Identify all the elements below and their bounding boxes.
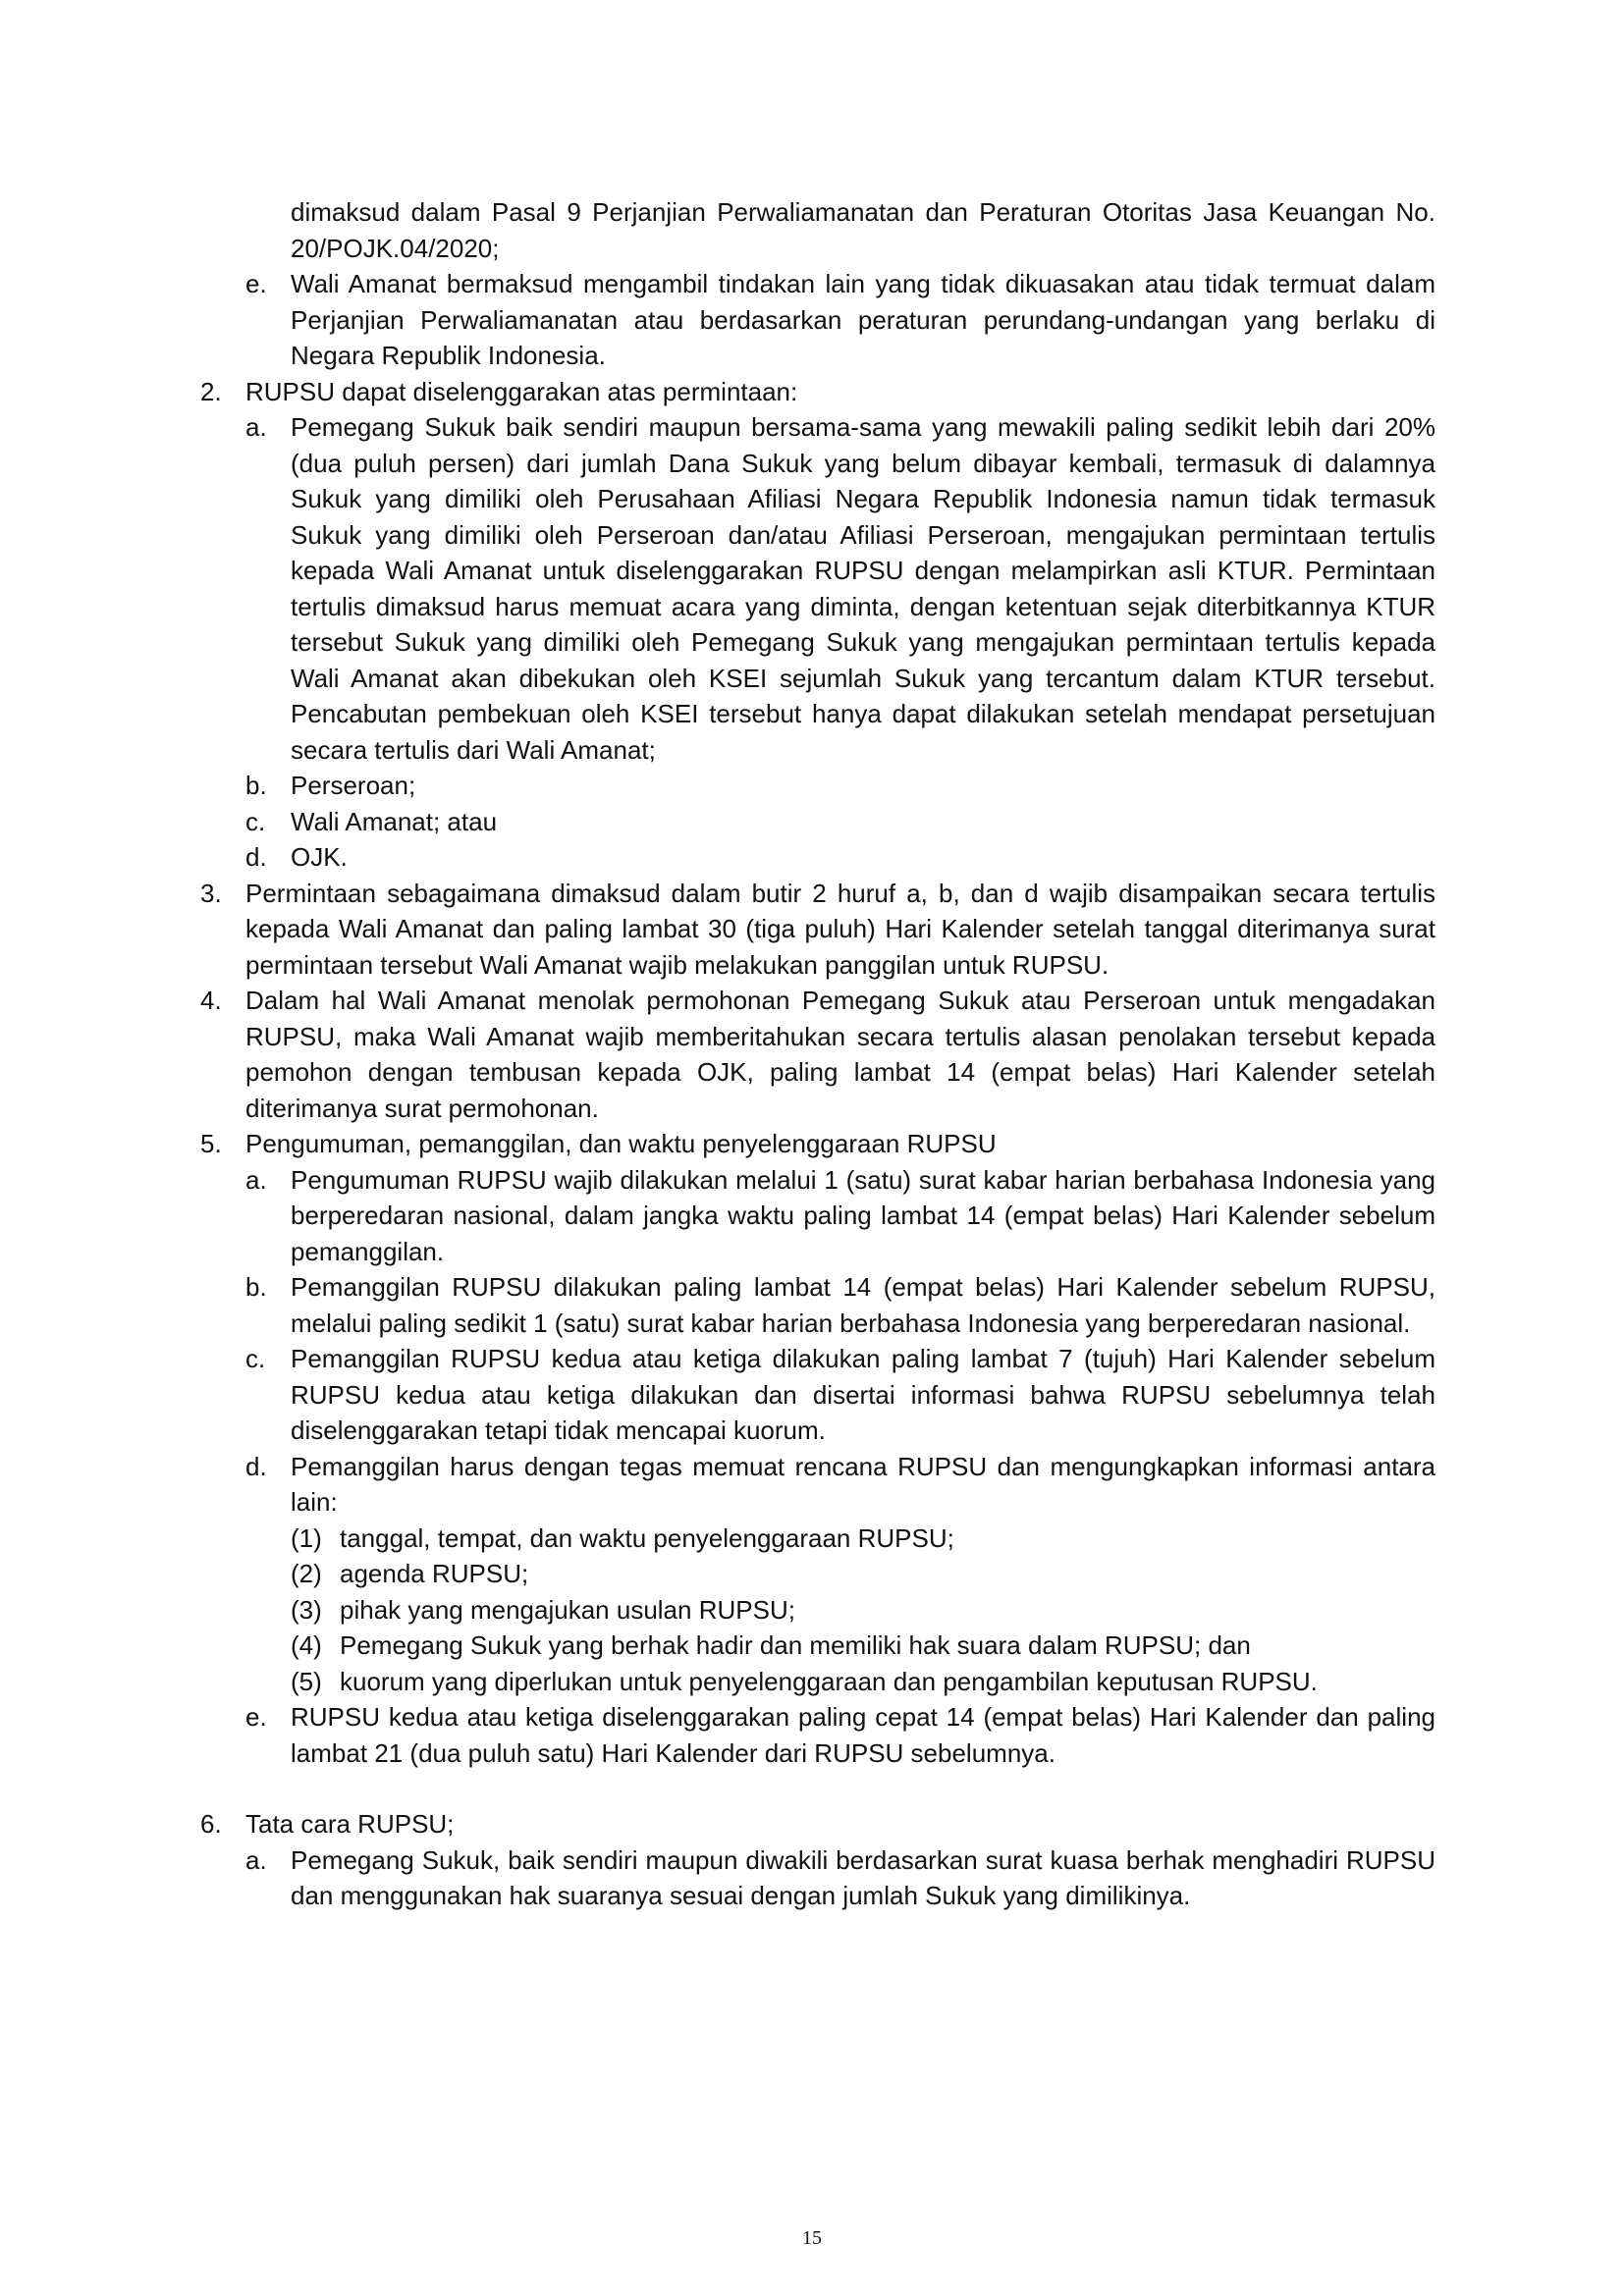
item-text: Perseroan; (291, 771, 416, 800)
list-item-3 (200, 876, 1435, 984)
list-item-5d-3 (291, 1592, 1435, 1629)
item-number: 2. (200, 376, 222, 406)
paragraph-gap (200, 1771, 1435, 1806)
item-number: 5. (200, 1129, 222, 1158)
item-text: OJK. (291, 842, 348, 872)
item-text: Pemegang Sukuk yang berhak hadir dan memiliki hak suara dalam RUPSU; dan (340, 1630, 1251, 1660)
list-item-5 (200, 1126, 1435, 1162)
list-item-5d-1 (291, 1521, 1435, 1557)
item-label: c. (245, 1344, 266, 1373)
list-item-5e (245, 1699, 1435, 1771)
item-text: Dalam hal Wali Amanat menolak permohonan Pemegang Sukuk atau Perseroan untuk mengadakan RUPSU, maka Wali Amanat wajib memberitahukan secara tertulis alasan penolakan tersebut kepada pemohon dengan tembusan kepada OJK, paling lambat 14 (empat belas) Hari Kalender setelah diterimanya surat permohonan. (245, 986, 1435, 1123)
item-label: (3) (291, 1594, 322, 1625)
item-label: c. (245, 806, 266, 836)
page-number: 15 (802, 2227, 822, 2249)
item-label: a. (245, 1164, 267, 1195)
list-item-6a (245, 1842, 1435, 1914)
item-text: Pengumuman RUPSU wajib dilakukan melalui 1 (satu) surat kabar harian berbahasa Indonesia yang berperedaran nasional, dalam jangka waktu paling lambat 14 (empat belas) Hari Kalender sebelum pemanggilan. (291, 1164, 1435, 1266)
item-label: e. (245, 269, 267, 298)
item-text: RUPSU kedua atau ketiga diselenggarakan paling cepat 14 (empat belas) Hari Kalender dan paling lambat 21 (dua puluh satu) Hari Kalender dari RUPSU sebelumnya. (291, 1702, 1435, 1768)
item-text: Pemegang Sukuk baik sendiri maupun bersama-sama yang mewakili paling sedikit lebih dari 20% (dua puluh persen) dari jumlah Dana Sukuk yang belum dibayar kembali, termasuk di dalamnya Sukuk yang dimiliki oleh Perusahaan Afiliasi Negara Republik Indonesia namun tidak termasuk Sukuk yang dimiliki oleh Perseroan dan/atau Afiliasi Perseroan, mengajukan permintaan tertulis kepada Wali Amanat untuk diselenggarakan RUPSU dengan melampirkan asli KTUR. Permintaan tertulis dimaksud harus memuat acara yang diminta, dengan ketentuan sejak diterbitkannya KTUR tersebut Sukuk yang dimiliki oleh Pemegang Sukuk yang mengajukan permintaan tertulis kepada Wali Amanat akan dibekukan oleh KSEI sejumlah Sukuk yang tercantum dalam KTUR tersebut. Pencabutan pembekuan oleh KSEI tersebut hanya dapat dilakukan setelah mendapat persetujuan secara tertulis dari Wali Amanat; (291, 412, 1435, 765)
item-text: agenda RUPSU; (340, 1559, 529, 1588)
list-item-5d (245, 1449, 1435, 1521)
item-text: RUPSU dapat diselenggarakan atas permintaan: (245, 376, 798, 406)
list-item-2a (245, 409, 1435, 768)
item-label: b. (245, 771, 267, 800)
item-label: b. (245, 1272, 267, 1302)
item-label: a. (245, 1844, 267, 1875)
list-item-6 (200, 1806, 1435, 1842)
item-label: (2) (291, 1559, 322, 1588)
list-item-5d-2 (291, 1556, 1435, 1592)
item-text: pihak yang mengajukan usulan RUPSU; (340, 1594, 795, 1625)
item-text: Pengumuman, pemanggilan, dan waktu penyelenggaraan RUPSU (245, 1129, 997, 1158)
item-number: 6. (200, 1809, 222, 1839)
item-text: Pemegang Sukuk, baik sendiri maupun diwakili berdasarkan surat kuasa berhak menghadiri RUPSU dan menggunakan hak suaranya sesuai dengan jumlah Sukuk yang dimilikinya. (291, 1844, 1435, 1910)
list-item-2 (200, 374, 1435, 410)
continuation-text: dimaksud dalam Pasal 9 Perjanjian Perwaliamanatan dan Peraturan Otoritas Jasa Keuangan No. 20/POJK.04/2020; (291, 197, 1435, 263)
item-text: Wali Amanat; atau (291, 806, 498, 836)
item-number: 3. (200, 878, 222, 908)
item-text: Permintaan sebagaimana dimaksud dalam butir 2 huruf a, b, dan d wajib disampaikan secara tertulis kepada Wali Amanat dan paling lambat 30 (tiga puluh) Hari Kalender setelah tanggal diterimanya surat permintaan tersebut Wali Amanat wajib melakukan panggilan untuk RUPSU. (245, 878, 1435, 980)
list-item-5d-4 (291, 1628, 1435, 1664)
item-label: (4) (291, 1630, 322, 1660)
item-text: Tata cara RUPSU; (245, 1809, 455, 1839)
item-label: (1) (291, 1522, 322, 1553)
list-item-2b (245, 768, 1435, 804)
item-text: Pemanggilan RUPSU dilakukan paling lambat 14 (empat belas) Hari Kalender sebelum RUPSU, melalui paling sedikit 1 (satu) surat kabar harian berbahasa Indonesia yang berperedaran nasional. (291, 1272, 1435, 1338)
item-label: e. (245, 1702, 267, 1732)
document-body (200, 194, 1435, 1914)
item-text: Wali Amanat bermaksud mengambil tindakan lain yang tidak dikuasakan atau tidak termuat dalam Perjanjian Perwaliamanatan atau berdasarkan peraturan perundang-undangan yang berlaku di Negara Republik Indonesia. (291, 269, 1435, 370)
item-label: d. (245, 1451, 267, 1481)
list-item-5b (245, 1269, 1435, 1341)
item-text: tanggal, tempat, dan waktu penyelenggaraan RUPSU; (340, 1522, 954, 1553)
item-label: a. (245, 412, 267, 442)
item-label: d. (245, 842, 267, 872)
list-item-2d (245, 839, 1435, 876)
list-item-1e (245, 266, 1435, 374)
item-text: kuorum yang diperlukan untuk penyelenggaraan dan pengambilan keputusan RUPSU. (340, 1666, 1318, 1696)
item-text: Pemanggilan harus dengan tegas memuat rencana RUPSU dan mengungkapkan informasi antara lain: (291, 1451, 1435, 1517)
list-item-5c (245, 1341, 1435, 1449)
list-item-5d-5 (291, 1664, 1435, 1700)
list-item-2c (245, 804, 1435, 840)
item-label: (5) (291, 1666, 322, 1696)
item-number: 4. (200, 986, 222, 1015)
list-item-4 (200, 983, 1435, 1126)
item-text: Pemanggilan RUPSU kedua atau ketiga dilakukan paling lambat 7 (tujuh) Hari Kalender sebelum RUPSU kedua atau ketiga dilakukan dan disertai informasi bahwa RUPSU sebelumnya telah diselenggarakan tetapi tidak mencapai kuorum. (291, 1344, 1435, 1445)
list-item-5a (245, 1162, 1435, 1270)
